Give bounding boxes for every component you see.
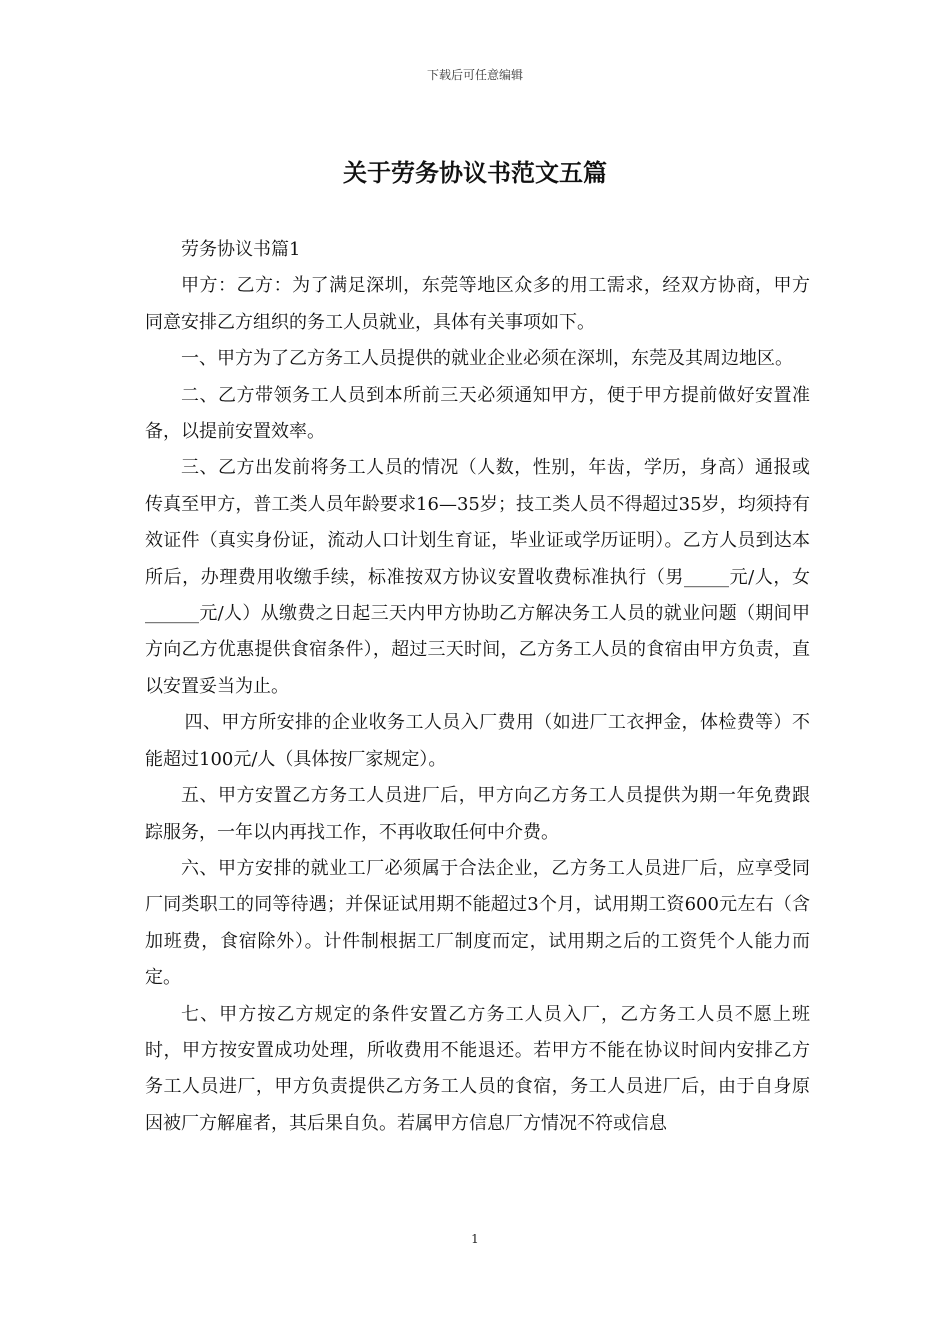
paragraph-clause-4: 四、甲方所安排的企业收务工人员入厂费用（如进厂工衣押金，体检费等）不能超过100元/人（具体按厂家规定）。	[145, 712, 810, 770]
paragraph-clause-1: 一、甲方为了乙方务工人员提供的就业企业必须在深圳，东莞及其周边地区。	[181, 348, 793, 370]
document-title: 关于劳务协议书范文五篇	[343, 158, 607, 187]
paragraph-parties: 甲方：乙方：为了满足深圳，东莞等地区众多的用工需求，经双方协商，甲方同意安排乙方组织的务工人员就业，具体有关事项如下。	[145, 275, 810, 333]
document-body	[145, 232, 810, 1142]
paragraph-clause-5: 五、甲方安置乙方务工人员进厂后，甲方向乙方务工人员提供为期一年免费跟踪服务，一年以内再找工作，不再收取任何中介费。	[145, 785, 810, 843]
paragraph-clause-2: 二、乙方带领务工人员到本所前三天必须通知甲方，便于甲方提前做好安置准备，以提前安置效率。	[145, 384, 810, 443]
section-heading: 劳务协议书篇1	[181, 239, 301, 260]
paragraph-clause-7: 七、甲方按乙方规定的条件安置乙方务工人员入厂，乙方务工人员不愿上班时，甲方按安置成功处理，所收费用不能退还。若甲方不能在协议时间内安排乙方务工人员进厂，甲方负责提供乙方务工人员的食宿，务工人员进厂后，由于自身原因被厂方解雇者，其后果自负。若属甲方信息厂方情况不符或信息	[145, 1003, 810, 1134]
paragraph-clause-3: 三、乙方出发前将务工人员的情况（人数，性别，年齿，学历，身高）通报或传真至甲方，普工类人员年龄要求16—35岁；技工类人员不得超过35岁，均须持有效证件（真实身份证，流动人口计划生育证，毕业证或学历证明）。乙方人员到达本所后，办理费用收缴手续，标准按双方协议安置收费标准执行（男_____元/人，女______元/人）从缴费之日起三天内甲方协助乙方解决务工人员的就业问题（期间甲方向乙方优惠提供食宿条件），超过三天时间，乙方务工人员的食宿由甲方负责，直以安置妥当为止。	[145, 457, 810, 697]
page-number: 1	[471, 1232, 479, 1246]
paragraph-clause-6: 六、甲方安排的就业工厂必须属于合法企业，乙方务工人员进厂后，应享受同厂同类职工的同等待遇；并保证试用期不能超过3个月，试用期工资600元左右（含加班费，食宿除外）。计件制根据工厂制度而定，试用期之后的工资凭个人能力而定。	[145, 857, 810, 989]
header-note: 下载后可任意编辑	[426, 68, 523, 82]
